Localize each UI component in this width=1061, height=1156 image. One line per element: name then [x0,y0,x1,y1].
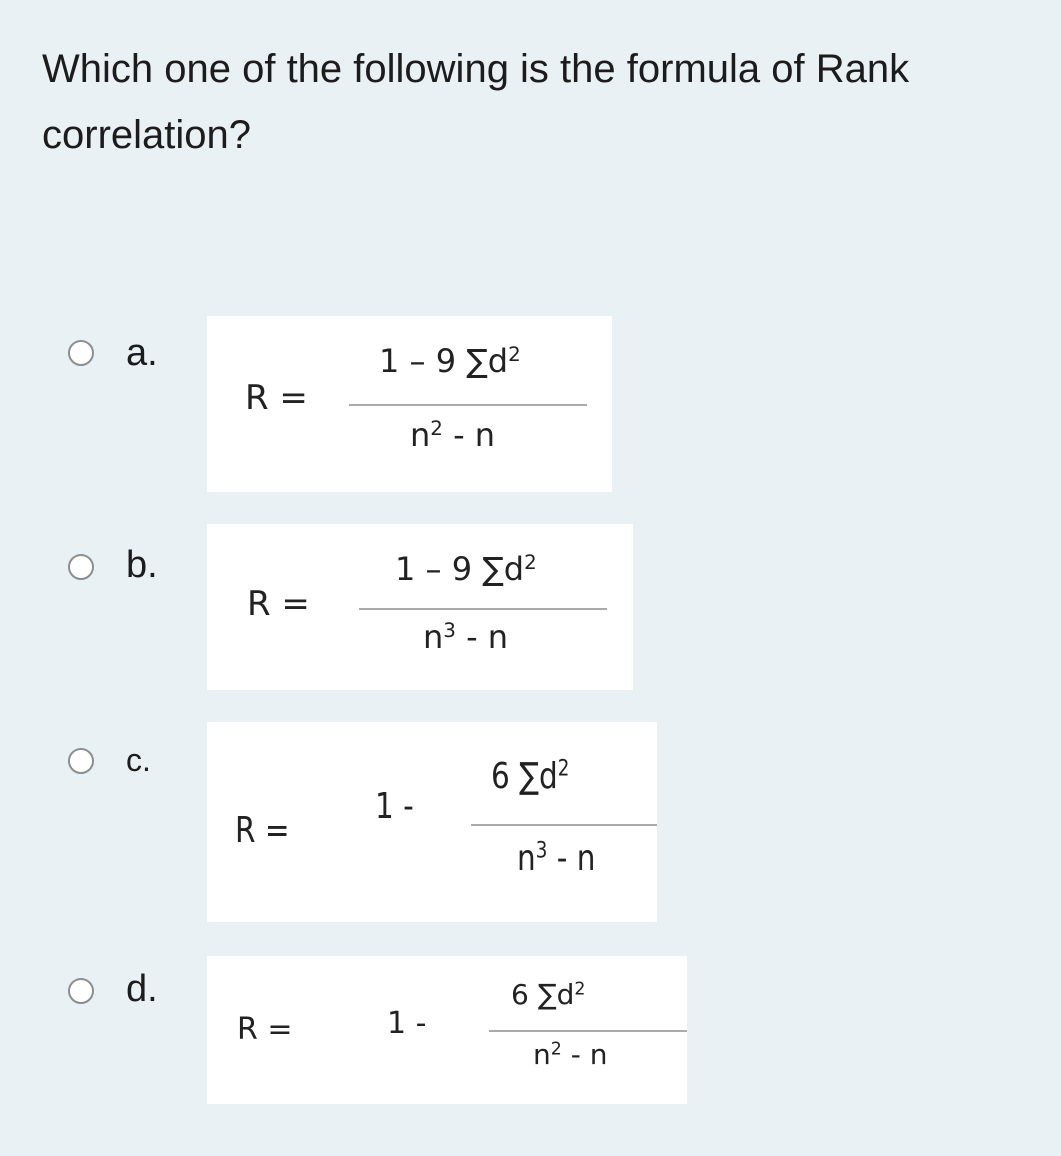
option-a[interactable] [0,316,1061,492]
radio-button-a[interactable] [68,340,94,366]
question-text [42,36,1042,168]
fraction-bar [489,1030,687,1032]
formula-denominator: $n^2$ - n [410,416,496,454]
option-c[interactable] [0,722,1061,922]
formula-image-a [207,316,612,492]
option-d[interactable] [0,956,1061,1104]
formula-numerator: 1 – 9 $\sum d^2$ [395,550,537,588]
formula-lhs: R = [247,584,310,624]
formula-lhs: R = [237,1012,293,1047]
formula-image-b [207,524,633,690]
question-line-2: correlation? [42,113,252,157]
radio-button-c[interactable] [68,748,94,774]
formula-denominator: $n^3$ - n [423,618,509,656]
formula-denominator: $n^3$ - n [517,837,596,879]
radio-button-d[interactable] [68,978,94,1004]
formula-numerator: 1 – 9 $\sum d^2$ [379,342,521,380]
formula-image-d [207,956,687,1104]
formula-numerator: 6 $\sum d^2$ [511,978,586,1011]
formula-denominator: $n^2$ - n [533,1038,608,1071]
question-line-1: Which one of the following is the formula of Rank [42,47,910,91]
option-letter-d: d. [126,968,158,1010]
radio-button-b[interactable] [68,554,94,580]
formula-prefix: 1 - [387,1006,427,1041]
formula-lhs: R = [245,378,308,418]
option-letter-c: c. [126,742,151,778]
fraction-bar [471,824,657,826]
fraction-bar [359,608,607,610]
option-b[interactable] [0,524,1061,690]
formula-prefix: 1 - [375,786,414,827]
formula-image-c [207,722,657,922]
formula-numerator: 6 $\sum d^2$ [491,755,570,797]
fraction-bar [349,404,587,406]
option-letter-b: b. [126,544,158,586]
option-letter-a: a. [126,332,158,374]
formula-lhs: R = [235,810,290,851]
